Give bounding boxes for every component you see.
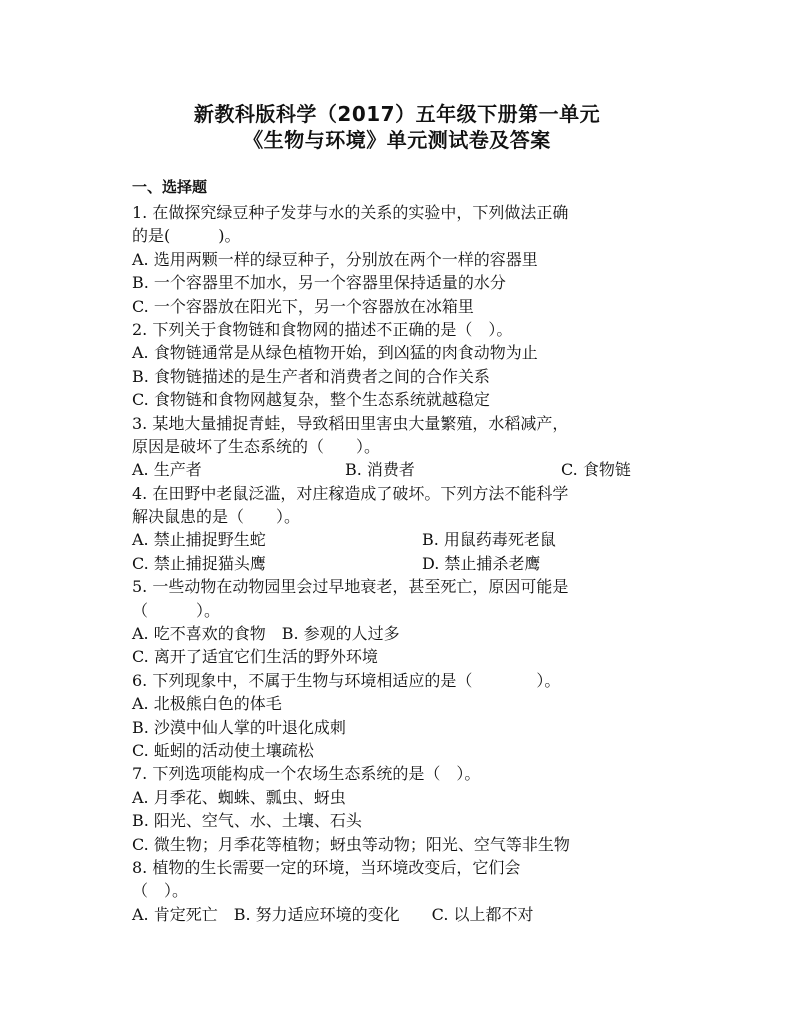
question-3-stem: 3. 某地大量捕捉青蛙，导致稻田里害虫大量繁殖，水稻减产， xyxy=(132,413,569,433)
question-1-option-b: B. 一个容器里不加水，另一个容器里保持适量的水分 xyxy=(132,273,506,293)
question-1-stem-cont: 的是( )。 xyxy=(132,226,241,246)
question-4-options-row1 xyxy=(132,528,672,551)
question-8-options: A. 肯定死亡 B. 努力适应环境的变化 C. 以上都不对 xyxy=(132,904,534,924)
question-3-stem-cont: 原因是破坏了生态系统的（ ）。 xyxy=(132,436,381,456)
question-4-stem: 4. 在田野中老鼠泛滥，对庄稼造成了破坏。下列方法不能科学 xyxy=(132,483,569,503)
question-1-option-a: A. 选用两颗一样的绿豆种子，分别放在两个一样的容器里 xyxy=(132,249,538,269)
question-3-options xyxy=(132,458,672,481)
question-8-stem-cont: （ ）。 xyxy=(132,881,189,901)
question-6-option-a: A. 北极熊白色的体毛 xyxy=(132,694,282,714)
question-6-option-c: C. 蚯蚓的活动使土壤疏松 xyxy=(132,740,314,760)
question-8-stem: 8. 植物的生长需要一定的环境，当环境改变后，它们会 xyxy=(132,857,521,877)
question-4-option-d: D. 禁止捕杀老鹰 xyxy=(422,553,541,573)
question-6-stem: 6. 下列现象中，不属于生物与环境相适应的是（ ）。 xyxy=(132,670,561,690)
document-title-line1: 新教科版科学（2017）五年级下册第一单元 xyxy=(193,102,601,126)
question-2-option-b: B. 食物链描述的是生产者和消费者之间的合作关系 xyxy=(132,366,490,386)
question-4-options-row2 xyxy=(132,552,672,575)
document-title-line2: 《生物与环境》单元测试卷及答案 xyxy=(243,128,551,152)
question-1-option-c: C. 一个容器放在阳光下，另一个容器放在冰箱里 xyxy=(132,296,474,316)
question-4-option-a: A. 禁止捕捉野生蛇 xyxy=(132,530,266,550)
question-5-stem-cont: （ ）。 xyxy=(132,600,221,620)
question-5-stem: 5. 一些动物在动物园里会过早地衰老，甚至死亡，原因可能是 xyxy=(132,577,569,597)
question-1-stem: 1. 在做探究绿豆种子发芽与水的关系的实验中，下列做法正确 xyxy=(132,203,569,222)
question-7-option-a: A. 月季花、蜘蛛、瓢虫、蚜虫 xyxy=(132,787,346,807)
question-4-option-c: C. 禁止捕捉猫头鹰 xyxy=(132,553,266,573)
question-6-option-b: B. 沙漠中仙人掌的叶退化成刺 xyxy=(132,717,346,737)
question-4-option-b: B. 用鼠药毒死老鼠 xyxy=(422,530,556,550)
question-list xyxy=(132,201,672,926)
question-7-option-c: C. 微生物；月季花等植物；蚜虫等动物；阳光、空气等非生物 xyxy=(132,834,570,854)
question-2-option-a: A. 食物链通常是从绿色植物开始，到凶猛的肉食动物为止 xyxy=(132,343,538,363)
question-2-option-c: C. 食物链和食物网越复杂，整个生态系统就越稳定 xyxy=(132,390,490,410)
question-3-option-a: A. 生产者 xyxy=(132,460,202,480)
question-5-options-ab: A. 吃不喜欢的食物 B. 参观的人过多 xyxy=(132,624,400,644)
question-7-stem: 7. 下列选项能构成一个农场生态系统的是（ ）。 xyxy=(132,764,481,784)
question-5-option-c: C. 离开了适宜它们生活的野外环境 xyxy=(132,647,378,667)
question-4-stem-cont: 解决鼠患的是（ ）。 xyxy=(132,507,301,527)
question-3-option-b: B. 消费者 xyxy=(345,460,415,480)
question-2-stem: 2. 下列关于食物链和食物网的描述不正确的是（ ）。 xyxy=(132,319,513,339)
question-7-option-b: B. 阳光、空气、水、土壤、石头 xyxy=(132,811,362,831)
section-heading: 一、选择题 xyxy=(132,178,208,196)
question-3-option-c: C. 食物链 xyxy=(561,460,631,480)
